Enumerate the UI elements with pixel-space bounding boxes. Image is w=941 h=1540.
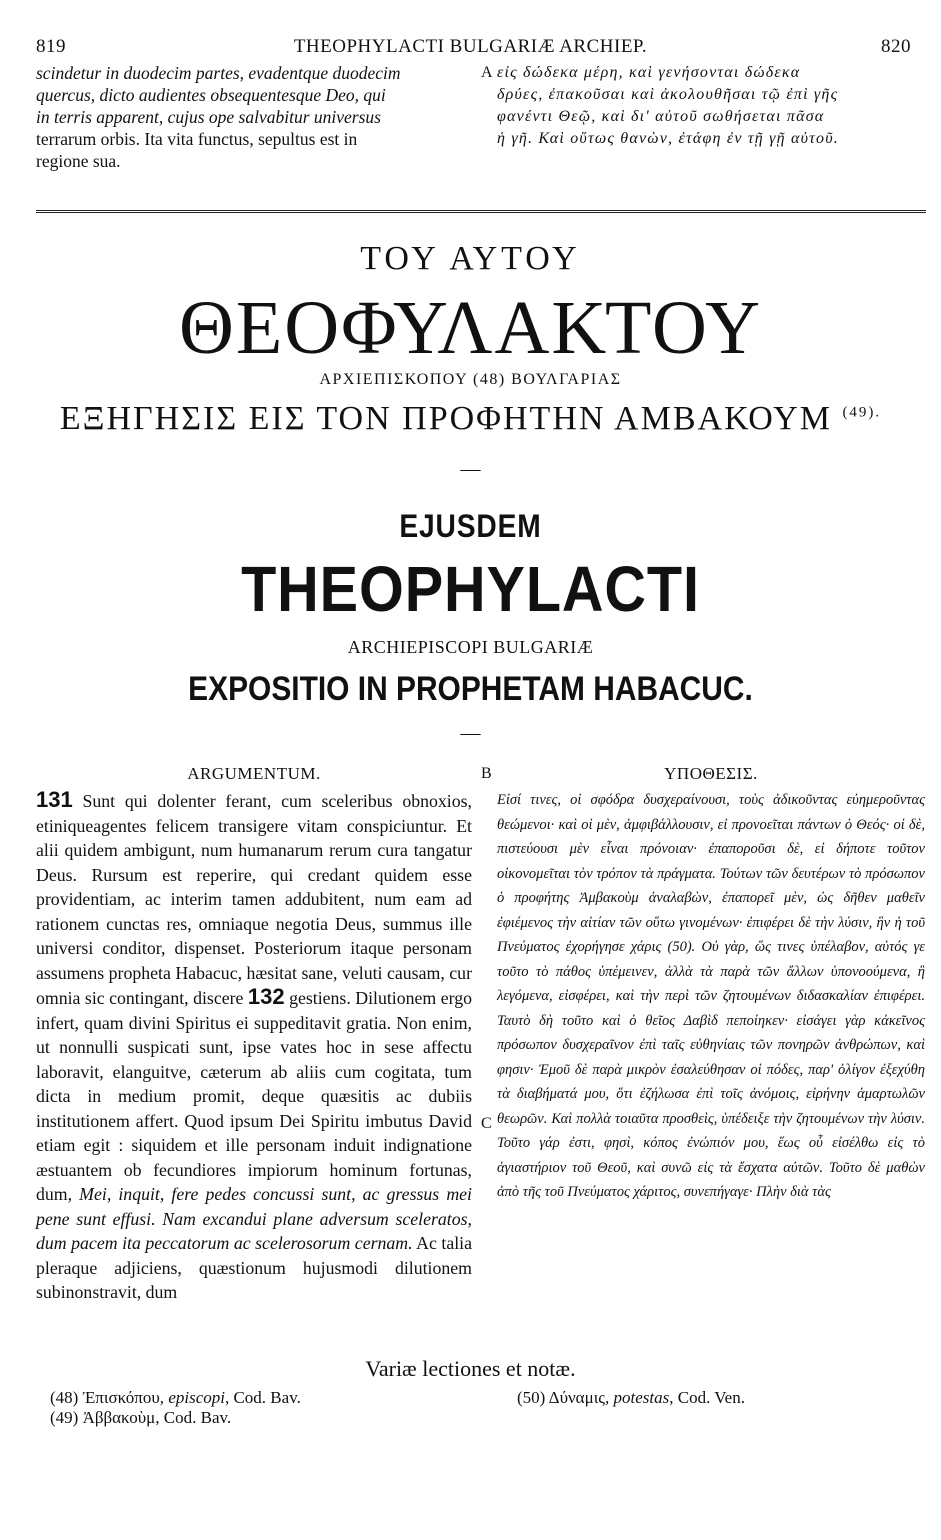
latin-line: quercus, dicto audientes obsequentesque Deo, qui	[36, 85, 386, 105]
greek-line: δρύες, ἐπακοῦσαι καὶ ἀκολουθῆσαι τῷ ἐπὶ γῆς	[497, 86, 839, 103]
greek-line: εἰς δώδεκα μέρη, καὶ γενήσονται δώδεκα	[497, 64, 801, 81]
divider-dash: —	[460, 458, 481, 480]
margin-letter-b: B	[481, 765, 492, 782]
greek-body: Εἰσί τινες, οἱ σφόδρα δυσχεραίνουσι, τοὺς ἀδικοῦντας εὐημεροῦντας θεώμενοι· καὶ οἱ μὲν, ἀμφιβάλλουσιν, εἰ προνοεῖται πάντων ὁ Θεός· οἱ δὲ, πιστεύουσι μὲν εἶναι πρόνοιαν· ἐπαπορoῦσι δὲ, εἰ δήποτε τοῦτον οἰκονομεῖται τὸν τρόπον τὰ πράγματα. Τούτων τῶν δευτέρων τὸ πρόσωπον ὁ προφήτης Ἀμβακοὺμ ἀναλαβὼν, ἐπαπορεῖ μὲν, ὡς δῆθεν μαθεῖν ἐφιέμενος τὴν αἰτίαν τῶν οὕτω γινομένων· ἐπιφέρει δὲ τὴν λύσιν, ἣν ἡ τοῦ Πνεύματος ἐχορήγησε χάρις (50). Οὐ γὰρ, ὥς τινες ὑπέλαβον, αὐτός γε τοῦτο τὸ πάθος ὑπέμεινεν, ἀλλὰ τὰ παρὰ τῶν ἄλλων ὑπονοούμενα, ἢ λεγόμενα, εἰσφέρει, καὶ τὴν περὶ τῶν ζητουμένων διδασκαλίαν ἐπιφέρει. Ταυτὸ δὴ τοῦτο καὶ ὁ θεῖος Δαβὶδ πεποίηκεν· εἰσάγει γὰρ κἀκεῖνος πρόσωπον δυσχεραῖνον ἐπὶ ταῖς εὐθηνίαις τῶν πονηρῶν ἀνθρώπων, καὶ φησιν· Ἐμοῦ δὲ παρὰ μικρὸν ἐσαλεύθησαν οἱ πόδες, παρ' ὀλίγον ἐξεχύθη τὰ διαβήματά μου, ὅτι ἐζήλωσα ἐπὶ τοῖς ἀνόμοις, εἰρήνην ἁμαρτωλῶν θεωρῶν. Καὶ πολλὰ τοιαῦτα προσθεὶς, ὑπέδειξε τὴν ζητουμένων τὴν λύσιν. Τοῦτο γάρ ἐστι, φησὶ, κόπος ἐνώπιόν μου, ἕως οὗ εἰσέλθω εἰς τὸ ἁγιαστήριον τοῦ Θεοῦ, καὶ συνῶ εἰς τὰ ἔσχατα αὐτῶν. Τοῦτο δὲ μαθὼν ἀπὸ τῆς τοῦ Πνεύματος χάριτος, συνεπήγαγε· Πλὴν διὰ τὰς	[497, 792, 925, 1200]
page-number-left: 819	[36, 36, 66, 57]
section-rule	[36, 210, 926, 213]
notes-right	[517, 1388, 927, 1408]
notes-title: Variæ lectiones et notæ.	[365, 1356, 576, 1381]
latin-column-head: ARGUMENTUM.	[187, 764, 321, 783]
greek-heading-subtitle: ΑΡΧΙΕΠΙΣΚΟΠΟΥ (48) ΒΟΥΛΓΑΡΙΑΣ	[319, 371, 622, 388]
latin-line: in terris apparent, cujus ope salvabitur universus	[36, 107, 381, 127]
running-title: THEOPHYLACTI BULGARIÆ ARCHIEP.	[293, 36, 648, 57]
latin-continuation	[36, 62, 476, 172]
margin-letter-a: A	[481, 64, 493, 81]
greek-line: φανέντι Θεῷ, καὶ δι' αὐτοῦ σωθήσεται πᾶσα	[497, 108, 825, 125]
psalm-quote: Mei, inquit, fere pedes concussi sunt, ac gressus mei pene sunt effusi. Nam excandui plane adversum sceleratos, dum pacem ita peccatorum ac scelerosorum cernam.	[36, 1184, 472, 1253]
latin-line: terrarum orbis. Ita vita functus, sepultus est in	[36, 129, 358, 149]
page-number-right: 820	[881, 36, 911, 57]
notes-left	[50, 1388, 480, 1428]
latin-heading-line1: EJUSDEM	[399, 508, 542, 544]
greek-column-head: ΥΠΟΘΕΣΙΣ.	[664, 764, 758, 783]
latin-body: 131 Sunt qui dolenter ferant, cum sceleribus obnoxios, etiniqueagentes felicem transigere vitam conspiciuntur. Et alii quidem ambigunt, num humanarum rerum cura tangatur Deus. Rursum est reperire, qui credant quidem esse providentiam, ac interim tamen addubitent, num eam ad rationem cunctas res, omniaque negotia Deus, summus ille universi conditor, dispenset. Posteriorum itaque personam assumens propheta Habacuc, hæsitat sane, veluti causam, cur omnia sic contingant, discere 132 gestiens. Dilutionem ergo infert, quam divini Spiritus ei suppeditavit gratia. Non enim, ut nonnulli suspicati sunt, ipse vates hoc in sese affectu laboravit, elanguitve, cæterum ab aliis cum cogitata, tum dicta in medium promit, deque quæsitis ac dubiis institutionem affert. Quod ipsum Dei Spiritu imbutus David etiam egit : siquidem et ille personam induit indignatione æstuantem ob fecundiores impiorum hominum fortunas, dum, Mei, inquit, fere pedes concussi sunt, ac gressus mei pene sunt effusi. Nam excandui plane adversum sceleratos, dum pacem ita peccatorum ac scelerosorum cernam. Ac talia pleraque adjiciens, quæstionum hujusmodi dilutionem subinonstravit, dum	[36, 787, 472, 1302]
page-marker-131: 131	[36, 787, 73, 812]
margin-letter-c: C	[481, 1115, 492, 1132]
latin-line: scindetur in duodecim partes, evadentque duodecim	[36, 63, 401, 83]
page-marker-132: 132	[247, 984, 285, 1009]
footnote-ref-49: (49).	[842, 404, 882, 421]
latin-line: regione sua.	[36, 151, 121, 171]
greek-continuation	[497, 62, 925, 150]
latin-heading-name: THEOPHYLACTI	[241, 553, 700, 625]
note-49: (49) Ἀββακοὺμ, Cod. Bav.	[50, 1408, 232, 1427]
greek-heading-name: ΘΕΟΦΥΛΑΚΤΟΥ	[178, 286, 763, 370]
greek-heading-line1: ΤΟΥ ΑΥΤΟΥ	[360, 240, 581, 277]
latin-heading-subtitle: ARCHIEPISCOPI BULGARIÆ	[347, 637, 594, 657]
note-50: (50) Δύναμις, potestas, Cod. Ven.	[517, 1388, 745, 1407]
greek-heading-title: ΕΞΗΓΗΣΙΣ ΕΙΣ ΤΟΝ ΠΡΟΦΗΤΗΝ ΑΜΒΑΚΟΥΜ $^{(49).}$	[59, 400, 882, 437]
note-48: (48) Ἐπισκόπου, episcopi, Cod. Bav.	[50, 1388, 301, 1407]
latin-heading-title: EXPOSITIO IN PROPHETAM HABACUC.	[188, 670, 753, 708]
divider-dash: —	[460, 722, 481, 744]
greek-line: ἡ γῆ. Καὶ οὕτως θανὼν, ἐτάφη ἐν τῇ γῇ αὐτοῦ.	[497, 130, 839, 147]
